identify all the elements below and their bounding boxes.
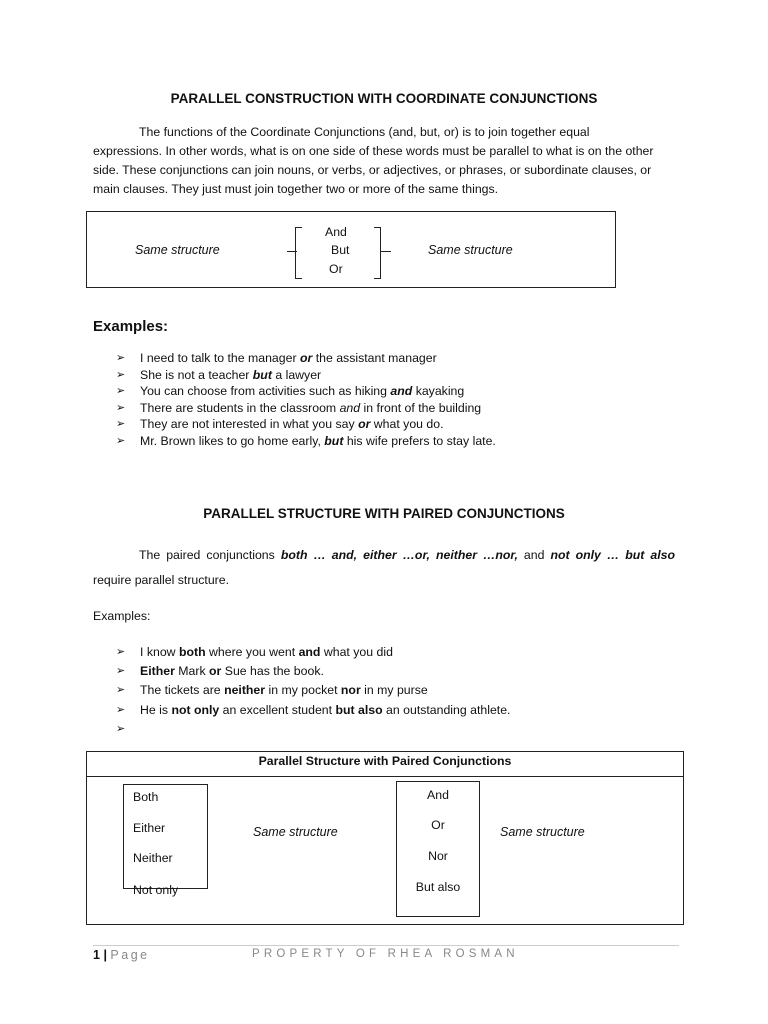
bracket-tick-right [381,251,391,252]
same-structure-left: Same structure [135,243,220,257]
word-not-only: Not only [133,883,179,897]
word-either: Either [133,821,166,835]
list-item: ➢ I know both where you went and what you did [116,643,510,662]
list-item: ➢ Either Mark or Sue has the book. [116,662,510,681]
paired-paragraph-line2: require parallel structure. [93,573,230,587]
paired-paragraph-line1: The paired conjunctions both … and, either …or, neither …nor, and not only … but also [139,548,675,562]
list-item: ➢ I need to talk to the manager or the assistant manager [116,351,437,365]
word-nor: Nor [428,849,448,863]
coordinate-examples-list [116,350,496,450]
conjunction-or: Or [329,262,343,276]
left-conjunction-box [123,784,208,897]
same-structure-right: Same structure [428,243,513,257]
list-item: ➢ He is not only an excellent student but also an outstanding athlete. [116,701,510,720]
property-notice: PROPERTY OF RHEA ROSMAN [252,948,519,960]
paired-examples-list [116,643,510,739]
conjunction-and: And [325,225,347,239]
section-title-paired: PARALLEL STRUCTURE WITH PAIRED CONJUNCTIONS [203,506,565,521]
word-neither: Neither [133,851,173,865]
arrow-bullet-icon: ➢ [116,352,126,364]
intro-paragraph: The functions of the Coordinate Conjunctions (and, but, or) is to join together equal expressions. In other words, what is on one side of these words must be parallel to what is on the other side. These conjunctions can join nouns, or verbs, or adjectives, or phrases, or subordinate clauses, or main clauses. They just must join together two or more of the same things. [93,125,654,196]
list-item: ➢ She is not a teacher but a lawyer [116,367,322,382]
coordinate-diagram-box [86,211,616,288]
footer-divider [93,945,679,946]
list-item: ➢ They are not interested in what you say or what you do. [116,417,444,432]
list-item: ➢ You can choose from activities such as hiking and kayaking [116,384,465,399]
word-or: Or [431,818,445,832]
arrow-bullet-icon: ➢ [116,385,126,398]
table-header: Parallel Structure with Paired Conjunctions [87,752,683,777]
arrow-bullet-icon: ➢ [116,722,126,735]
examples-label: Examples: [93,609,151,623]
word-and: And [427,788,449,802]
list-item: ➢ The tickets are neither in my pocket nor in my purse [116,681,510,700]
arrow-bullet-icon: ➢ [116,665,126,678]
right-conjunction-box [396,781,480,917]
list-item: ➢ Mr. Brown likes to go home early, but his wife prefers to stay late. [116,433,496,448]
list-item-empty [116,720,510,739]
page-number: 1 | Page [93,948,150,962]
arrow-bullet-icon: ➢ [116,646,126,658]
arrow-bullet-icon: ➢ [116,434,126,447]
same-structure-right-table: Same structure [500,825,585,839]
same-structure-middle: Same structure [253,825,338,839]
word-but-also: But also [415,880,461,894]
right-bracket [374,227,381,279]
arrow-bullet-icon: ➢ [116,703,126,716]
examples-heading: Examples: [93,318,169,335]
arrow-bullet-icon: ➢ [116,418,126,431]
section-title-coordinate: PARALLEL CONSTRUCTION WITH COORDINATE CONJUNCTIONS [170,91,598,106]
left-bracket [295,227,302,279]
conjunction-but: But [331,243,350,257]
arrow-bullet-icon: ➢ [116,684,126,697]
arrow-bullet-icon: ➢ [116,368,126,381]
list-item: ➢ There are students in the classroom and in front of the building [116,400,482,415]
arrow-bullet-icon: ➢ [116,401,126,414]
word-both: Both [133,790,159,804]
paired-conjunctions-table [86,751,684,925]
